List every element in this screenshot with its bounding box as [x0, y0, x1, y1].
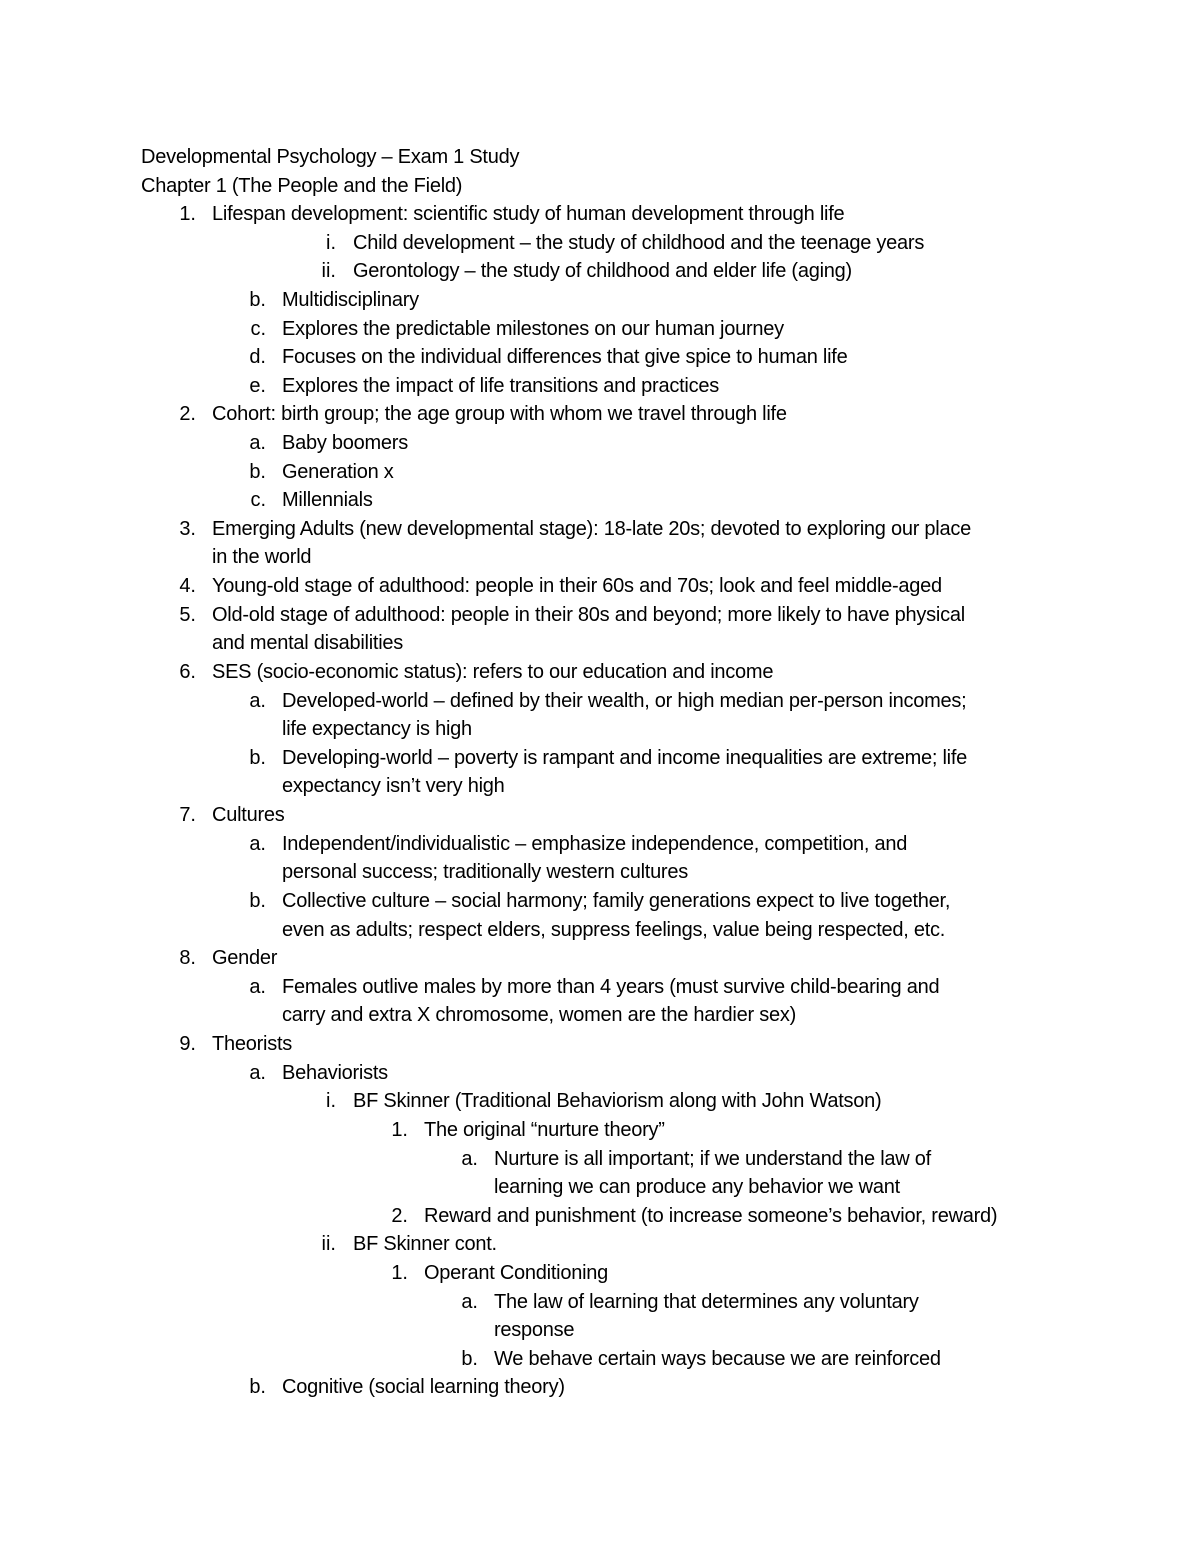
list-item-text: The law of learning that determines any voluntary: [494, 1290, 919, 1313]
list-item-text: Collective culture – social harmony; family generations expect to live together,: [282, 889, 951, 912]
list-marker: a.: [249, 975, 266, 998]
list-item-text: in the world: [212, 546, 312, 569]
list-item-text: Gender: [212, 947, 278, 970]
list-item-text: Focuses on the individual differences that give spice to human life: [282, 346, 848, 369]
list-marker: a.: [461, 1147, 478, 1170]
list-item-text: Cognitive (social learning theory): [282, 1376, 565, 1399]
list-marker: b.: [249, 889, 266, 912]
list-item-text: Cohort: birth group; the age group with whom we travel through life: [212, 403, 787, 426]
list-item-text: and mental disabilities: [212, 632, 404, 655]
list-marker: i.: [326, 231, 336, 254]
list-item-text: Theorists: [212, 1033, 292, 1055]
list-item-text: Females outlive males by more than 4 years (must survive child-bearing and: [282, 975, 940, 998]
list-item-text: Child development – the study of childhood and the teenage years: [353, 231, 925, 254]
list-item-text: We behave certain ways because we are reinforced: [494, 1347, 941, 1370]
list-item-text: Behaviorists: [282, 1061, 388, 1084]
list-item-text: Reward and punishment (to increase someone’s behavior, reward): [424, 1204, 998, 1227]
list-item-text: SES (socio-economic status): refers to our education and income: [212, 660, 774, 683]
list-marker: b.: [249, 288, 266, 311]
list-marker: 2.: [179, 403, 196, 426]
list-marker: c.: [250, 317, 266, 340]
list-marker: a.: [249, 689, 266, 712]
list-item-text: Developed-world – defined by their wealth, or high median per-person incomes;: [282, 689, 967, 712]
list-marker: 9.: [179, 1033, 196, 1055]
list-item-text: Cultures: [212, 804, 285, 826]
list-item-text: Developing-world – poverty is rampant and income inequalities are extreme; life: [282, 746, 968, 769]
list-item-text: Lifespan development: scientific study of human development through life: [212, 203, 845, 225]
list-item-text: life expectancy is high: [282, 718, 472, 741]
chapter-heading-text: Chapter 1 (The People and the Field): [141, 175, 463, 197]
list-marker: e.: [249, 374, 266, 397]
list-item-text: even as adults; respect elders, suppress feelings, value being respected, etc.: [282, 918, 946, 941]
list-marker: 3.: [179, 517, 196, 540]
list-item-text: Nurture is all important; if we understand the law of: [494, 1147, 931, 1170]
list-item-text: The original “nurture theory”: [424, 1118, 665, 1141]
list-marker: b.: [249, 1376, 266, 1399]
list-marker: 6.: [179, 660, 196, 683]
list-item-text: Gerontology – the study of childhood and elder life (aging): [353, 260, 852, 283]
list-marker: a.: [461, 1290, 478, 1313]
list-marker: 8.: [179, 947, 196, 970]
list-marker: b.: [249, 746, 266, 769]
list-item-text: Millennials: [282, 489, 373, 512]
list-marker: b.: [249, 460, 266, 483]
list-item-text: Independent/individualistic – emphasize independence, competition, and: [282, 832, 908, 855]
list-marker: c.: [250, 489, 266, 512]
list-marker: 5.: [179, 603, 196, 626]
list-item-text: BF Skinner (Traditional Behaviorism along with John Watson): [353, 1090, 882, 1113]
list-marker: ii.: [321, 260, 336, 283]
doc-title-text: Developmental Psychology – Exam 1 Study: [141, 146, 520, 168]
list-item-text: Old-old stage of adulthood: people in their 80s and beyond; more likely to have physical: [212, 603, 965, 626]
list-marker: ii.: [321, 1233, 336, 1256]
list-item-text: Multidisciplinary: [282, 288, 419, 311]
list-marker: i.: [326, 1090, 336, 1113]
list-item-text: Operant Conditioning: [424, 1261, 609, 1284]
list-item-text: Generation x: [282, 460, 394, 483]
list-marker: 2.: [391, 1204, 408, 1227]
list-item-text: Baby boomers: [282, 432, 408, 454]
list-marker: 4.: [179, 575, 196, 598]
list-marker: 1.: [179, 203, 196, 225]
list-item-text: learning we can produce any behavior we want: [494, 1176, 900, 1199]
list-item-text: response: [494, 1319, 575, 1342]
list-marker: 7.: [179, 804, 196, 826]
list-item-text: carry and extra X chromosome, women are the hardier sex): [282, 1004, 796, 1027]
list-marker: a.: [249, 832, 266, 855]
list-item-text: Explores the impact of life transitions and practices: [282, 374, 719, 397]
list-item-text: Explores the predictable milestones on our human journey: [282, 317, 784, 340]
list-marker: a.: [249, 1061, 266, 1084]
list-marker: 1.: [391, 1261, 408, 1284]
list-marker: a.: [249, 432, 266, 454]
list-item-text: Young-old stage of adulthood: people in their 60s and 70s; look and feel middle-aged: [212, 575, 942, 598]
list-marker: 1.: [391, 1118, 408, 1141]
list-item-text: Emerging Adults (new developmental stage): 18-late 20s; devoted to exploring our place: [212, 517, 971, 540]
list-marker: b.: [461, 1347, 478, 1370]
list-item-text: personal success; traditionally western cultures: [282, 861, 688, 884]
list-item-text: expectancy isn’t very high: [282, 775, 505, 798]
list-item-text: BF Skinner cont.: [353, 1233, 497, 1256]
list-marker: d.: [249, 346, 266, 369]
